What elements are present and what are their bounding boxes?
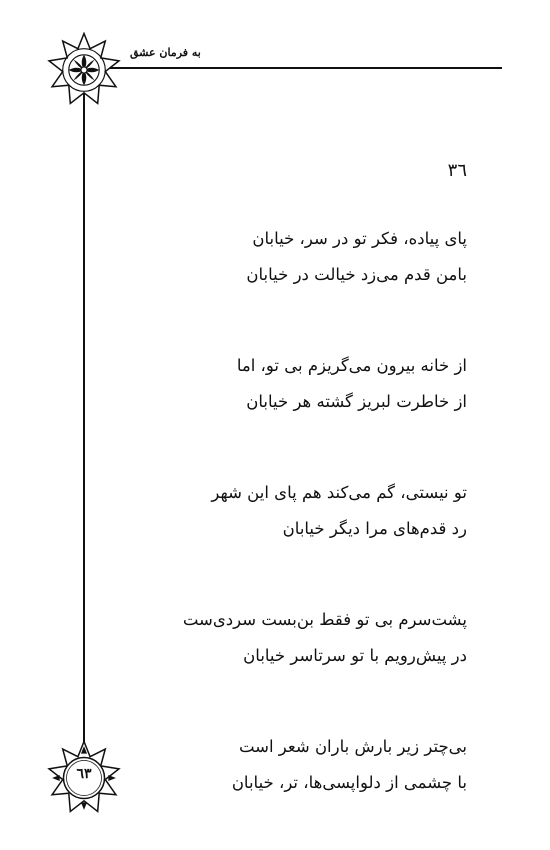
stanza <box>150 602 467 674</box>
verse-line: تو نیستی، گم می‌کند هم پای این شهر <box>211 483 467 502</box>
header-rule <box>84 67 502 69</box>
stanza <box>150 475 467 547</box>
poem-number: ۳٦ <box>447 160 467 181</box>
running-header-title: به فرمان عشق <box>130 46 201 59</box>
verse-line: بی‌چتر زیر بارش باران شعر است <box>238 737 467 756</box>
verse-line: پشت‌سرم بی تو فقط بن‌بست سردی‌ست <box>182 610 467 629</box>
arabesque-rosette-ornament-top <box>46 32 122 108</box>
verse-line: بامن قدم می‌زد خیالت در خیابان <box>246 265 467 284</box>
poem-body <box>150 160 467 801</box>
stanza <box>150 221 467 293</box>
verse-line: از خانه بیرون می‌گریزم بی تو، اما <box>236 356 467 375</box>
stanza <box>150 729 467 801</box>
verse-line: پای پیاده، فکر تو در سر، خیابان <box>252 229 467 248</box>
verse-line: رد قدم‌های مرا دیگر خیابان <box>282 519 467 538</box>
verse-line: در پیش‌رویم با تو سرتاسر خیابان <box>243 646 467 665</box>
margin-rule <box>83 68 85 774</box>
page-number: ٦٣ <box>76 766 92 782</box>
verse-line: با چشمی از دلواپسی‌ها، تر، خیابان <box>231 773 467 792</box>
verse-line: از خاطرت لبریز گشته هر خیابان <box>246 392 467 411</box>
stanza <box>150 348 467 420</box>
